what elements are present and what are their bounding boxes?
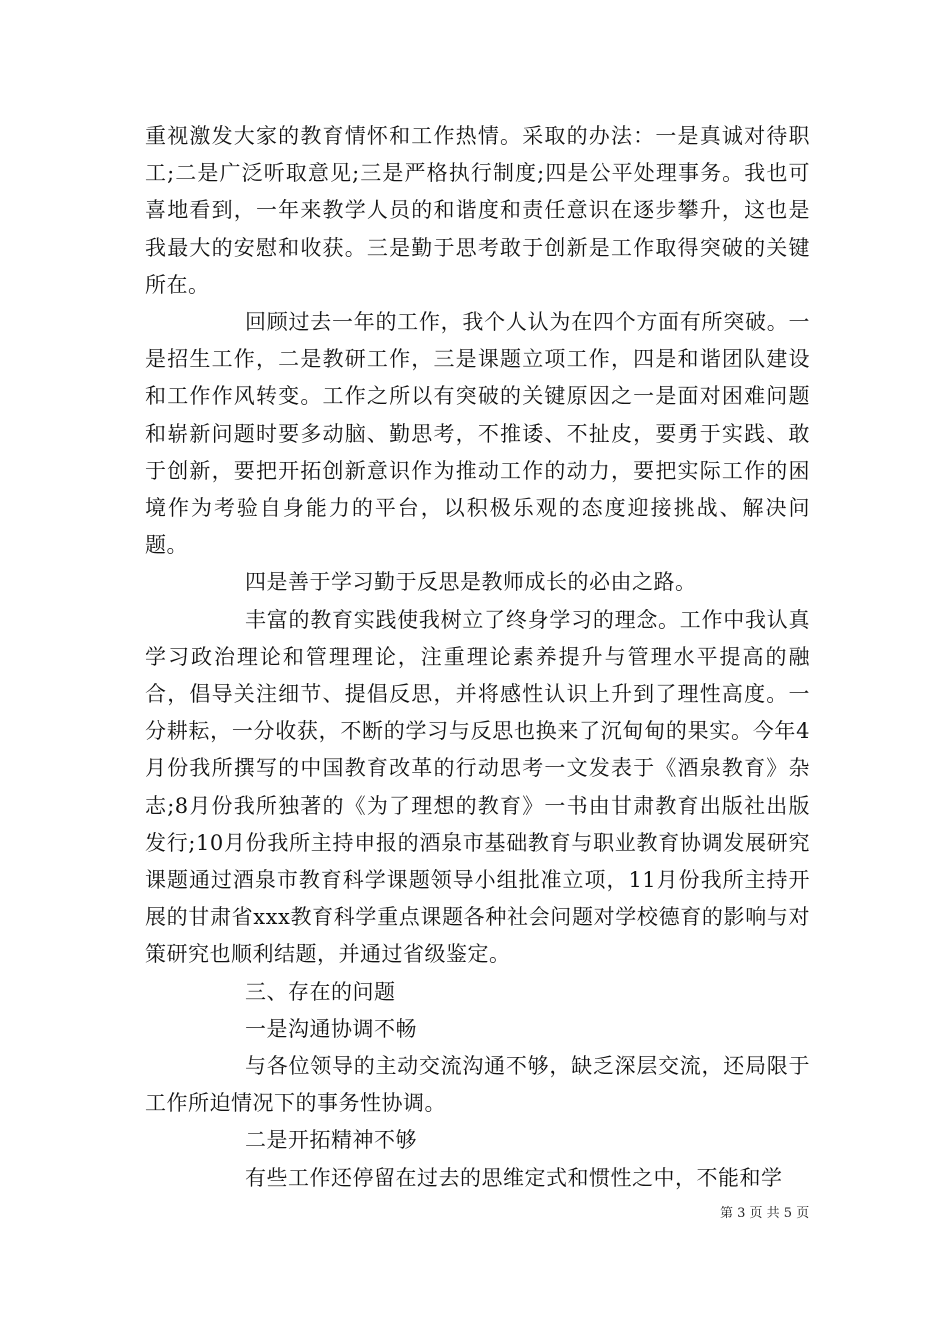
paragraph-1: 重视激发大家的教育情怀和工作热情。采取的办法：一是真诚对待职工;二是广泛听取意见;三是严格执行制度;四是公平处理事务。我也可喜地看到，一年来教学人员的和谐度和责任意识在逐步攀升，这也是我最大的安慰和收获。三是勤于思考敢于创新是工作取得突破的关键所在。 <box>145 124 810 297</box>
subheading-2: 二是开拓精神不够 <box>245 1128 417 1153</box>
document-body <box>145 118 810 1197</box>
paragraph-4: 丰富的教育实践使我树立了终身学习的理念。工作中我认真学习政治理论和管理理论，注重理论素养提升与管理水平提高的融合，倡导关注细节、提倡反思，并将感性认识上升到了理性高度。一分耕耘，一分收获，不断的学习与反思也换来了沉甸甸的果实。今年4月份我所撰写的中国教育改革的行动思考一文发表于《酒泉教育》杂志;8月份我所独著的《为了理想的教育》一书由甘肃教育出版社出版发行;10月份我所主持申报的酒泉市基础教育与职业教育协调发展研究课题通过酒泉市教育科学课题领导小组批准立项，11月份我所主持开展的甘肃省xxx教育科学重点课题各种社会问题对学校德育的影响与对策研究也顺利结题，并通过省级鉴定。 <box>145 607 810 967</box>
page-number-footer: 第 3 页 共 5 页 <box>720 1206 810 1221</box>
section-heading: 三、存在的问题 <box>245 979 396 1004</box>
subheading-1: 一是沟通协调不畅 <box>245 1016 417 1041</box>
paragraph-5: 与各位领导的主动交流沟通不够，缺乏深层交流，还局限于工作所迫情况下的事务性协调。 <box>145 1054 810 1116</box>
paragraph-3: 四是善于学习勤于反思是教师成长的必由之路。 <box>245 570 697 595</box>
paragraph-6: 有些工作还停留在过去的思维定式和惯性之中，不能和学 <box>245 1165 783 1190</box>
paragraph-2: 回顾过去一年的工作，我个人认为在四个方面有所突破。一是招生工作，二是教研工作，三是课题立项工作，四是和谐团队建设和工作作风转变。工作之所以有突破的关键原因之一是面对困难问题和崭新问题时要多动脑、勤思考，不推诿、不扯皮，要勇于实践、敢于创新，要把开拓创新意识作为推动工作的动力，要把实际工作的困境作为考验自身能力的平台，以积极乐观的态度迎接挑战、解决问题。 <box>145 310 810 558</box>
